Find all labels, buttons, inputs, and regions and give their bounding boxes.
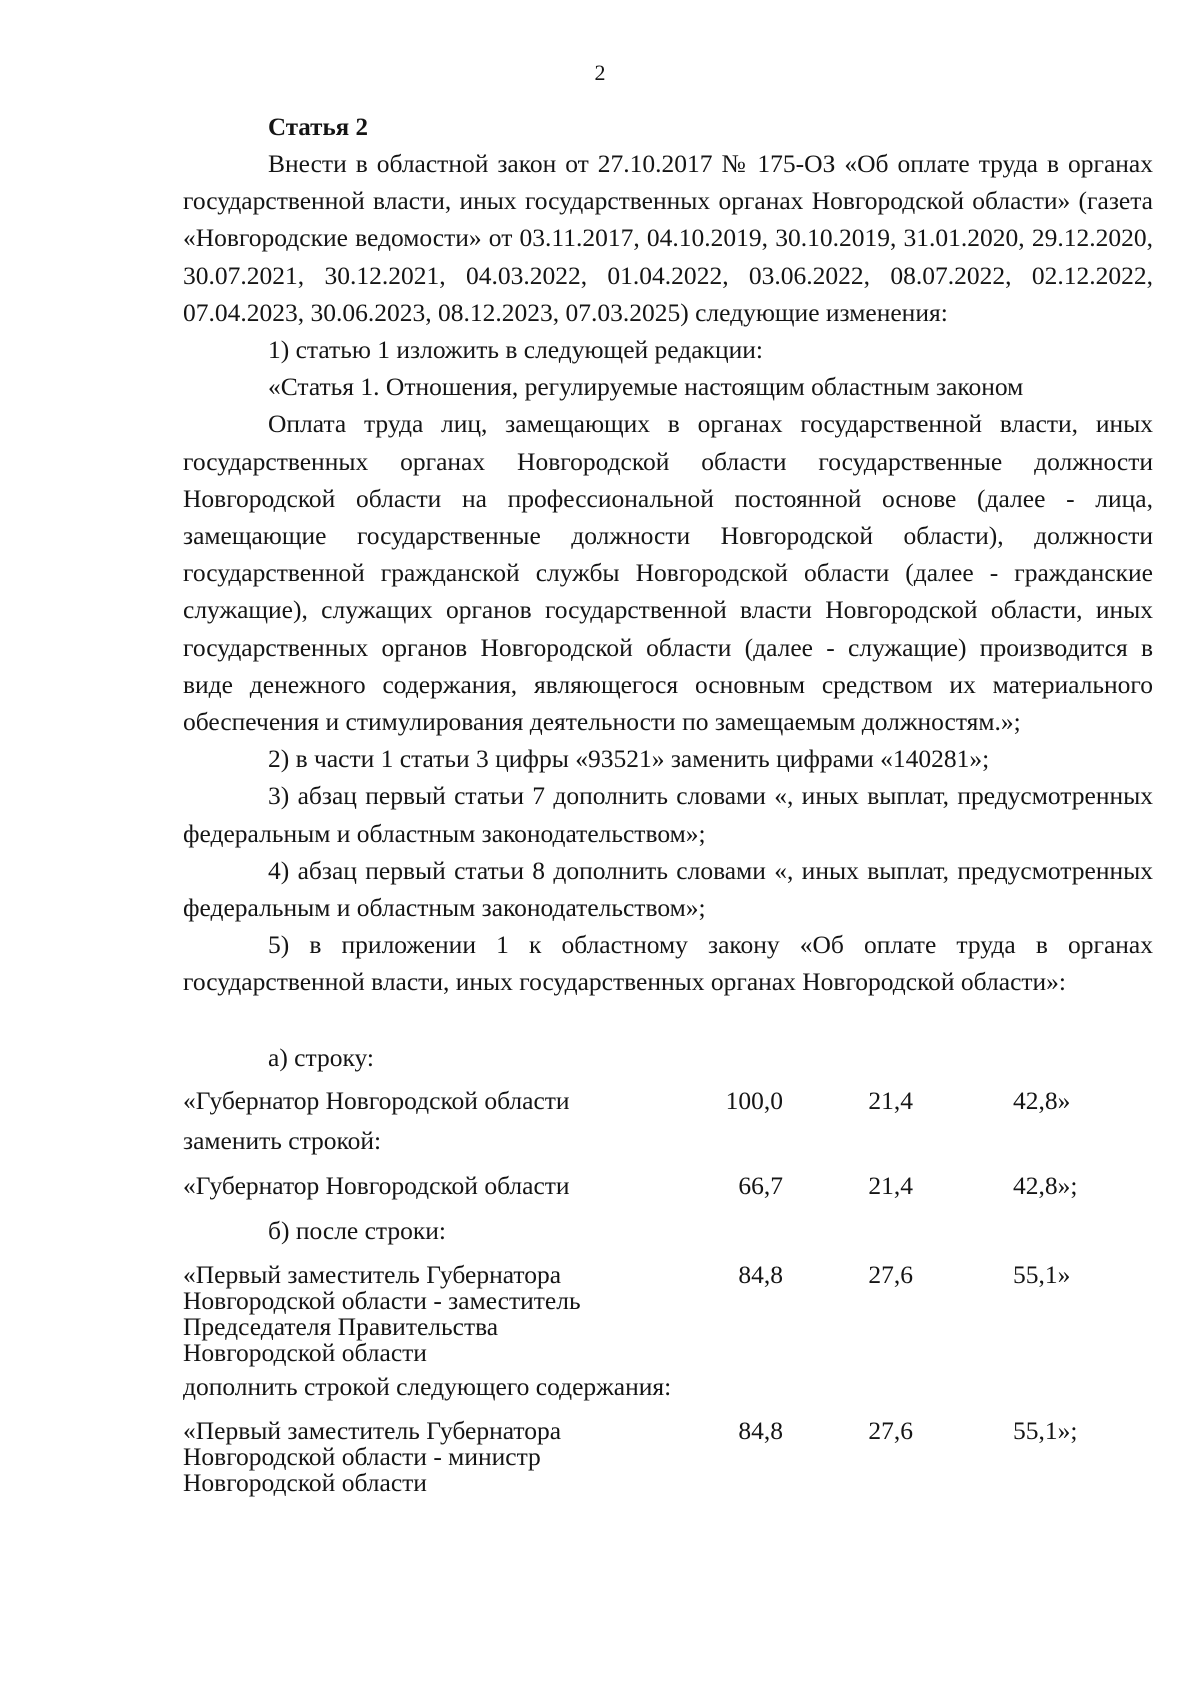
item-1: 1) статью 1 изложить в следующей редакции: (268, 335, 763, 365)
replace-label: заменить строкой: (183, 1126, 382, 1155)
item-3: 3) абзац первый статьи 7 дополнить словами «, иных выплат, предусмотренных федеральным и областным законодательством»; (183, 781, 1153, 848)
row-value-1: 84,8 (738, 1260, 783, 1289)
row-value-1: 84,8 (738, 1416, 783, 1445)
item-1-body: Оплата труда лиц, замещающих в органах государственной власти, иных государственных органах Новгородской области государственные должности Новгородской области на профессиональной постоянной основе (далее - лица, замещающие государственные должности Новгородской области), должности государственной гражданской службы Новгородской области (далее - гражданские служащие), служащих органов государственной власти Новгородской области, иных государственных органов Новгородской области (далее - служащие) производится в виде денежного содержания, являющегося основным средством их материального обеспечения и стимулирования деятельности по замещаемым должностям.»; (183, 409, 1153, 737)
add-row-label: дополнить строкой следующего содержания: (183, 1372, 672, 1401)
row-name (183, 1418, 663, 1496)
row-value-2: 27,6 (868, 1260, 913, 1289)
row-name-line: Новгородской области (183, 1338, 427, 1367)
row-name-line: Новгородской области (183, 1468, 427, 1497)
sub-item-b: б) после строки: (268, 1216, 447, 1245)
row-value-3: 55,1»; (1013, 1416, 1078, 1445)
page-number: 2 (594, 60, 606, 85)
row-name-line: Новгородской области - министр (183, 1442, 541, 1471)
document-body (183, 145, 1153, 1001)
row-name: «Губернатор Новгородской области (183, 1171, 570, 1200)
row-name-line: «Первый заместитель Губернатора (183, 1260, 562, 1289)
row-value-2: 21,4 (868, 1171, 913, 1200)
item-4: 4) абзац первый статьи 8 дополнить словами «, иных выплат, предусмотренных федеральным и областным законодательством»; (183, 855, 1153, 923)
item-1-title: «Статья 1. Отношения, регулируемые настоящим областным законом (268, 372, 1024, 402)
intro-paragraph: Внести в областной закон от 27.10.2017 № 175-ОЗ «Об оплате труда в органах государственной власти, иных государственных органах Новгородской области» (газета «Новгородские ведомости» от 03.11.2017, 04.10.2019, 30.10.2019, 31.01.2020, 29.12.2020, 30.07.2021, 30.12.2021, 04.03.2022, 01.04.2022, 03.06.2022, 08.07.2022, 02.12.2022, 07.04.2023, 30.06.2023, 08.12.2023, 07.03.2025) следующие изменения: (183, 149, 1153, 327)
article-title: Статья 2 (268, 114, 368, 141)
item-5: 5) в приложении 1 к областному закону «Об оплате труда в органах государственной власти, иных государственных органах Новгородской области»: (183, 930, 1153, 997)
row-value-3: 42,8»; (1013, 1171, 1078, 1200)
row-name-line: Новгородской области - заместитель (183, 1286, 581, 1315)
row-value-1: 100,0 (725, 1086, 783, 1115)
row-name (183, 1262, 663, 1366)
row-name-line: Председателя Правительства (183, 1312, 499, 1341)
row-value-3: 42,8» (1013, 1086, 1071, 1115)
item-2: 2) в части 1 статьи 3 цифры «93521» заменить цифрами «140281»; (268, 744, 990, 774)
row-name-line: «Первый заместитель Губернатора (183, 1416, 562, 1445)
row-value-2: 21,4 (868, 1086, 913, 1115)
row-name: «Губернатор Новгородской области (183, 1086, 570, 1115)
sub-item-a: а) строку: (268, 1043, 374, 1072)
row-value-3: 55,1» (1013, 1260, 1071, 1289)
row-value-2: 27,6 (868, 1416, 913, 1445)
row-value-1: 66,7 (738, 1171, 783, 1200)
